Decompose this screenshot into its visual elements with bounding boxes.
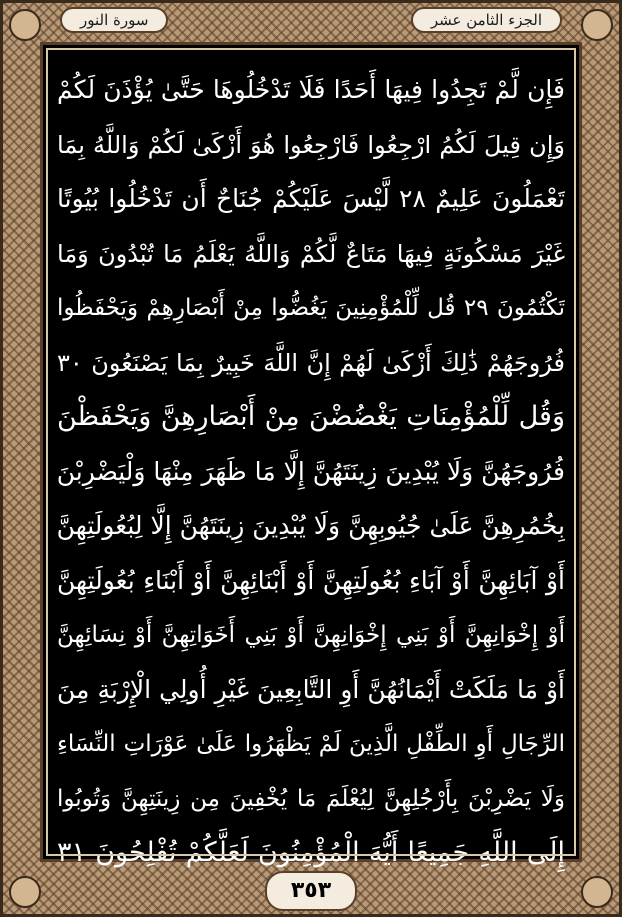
verse-line: تَعْمَلُونَ عَلِيمٌ ٢٨ لَّيْسَ عَلَيْكُمْ جُنَاحٌ أَن تَدْخُلُوا بُيُوتًا — [57, 184, 565, 213]
verse-line: أَوْ مَا مَلَكَتْ أَيْمَانُهُنَّ أَوِ التَّابِعِينَ غَيْرِ أُولِي الْإِرْبَةِ مِنَ — [57, 674, 565, 704]
verse-line: إِلَى اللَّهِ جَمِيعًا أَيُّهَ الْمُؤْمِنُونَ لَعَلَّكُمْ تُفْلِحُونَ ٣١ — [57, 837, 565, 868]
verse-line: تَكْتُمُونَ ٢٩ قُل لِّلْمُؤْمِنِينَ يَغُضُّوا مِنْ أَبْصَارِهِمْ وَيَحْفَظُوا — [57, 295, 565, 321]
corner-ornament-icon — [9, 9, 41, 41]
surah-name-label: سورة النور — [60, 7, 168, 33]
quran-text-panel — [40, 42, 582, 868]
verse-line: وَلَا يَضْرِبْنَ بِأَرْجُلِهِنَّ لِيُعْلَمَ مَا يُخْفِينَ مِن زِينَتِهِنَّ وَتُوبُوا — [57, 785, 565, 812]
juz-label: الجزء الثامن عشر — [411, 7, 562, 33]
verse-line: أَوْ إِخْوَانِهِنَّ أَوْ بَنِي إِخْوَانِهِنَّ أَوْ بَنِي أَخَوَاتِهِنَّ أَوْ نِسَائِهِنَّ — [57, 622, 565, 648]
corner-ornament-icon — [581, 9, 613, 41]
verse-line: فُرُوجَهُمْ ذَٰلِكَ أَزْكَىٰ لَهُمْ إِنَّ اللَّهَ خَبِيرٌ بِمَا يَصْنَعُونَ ٣٠ — [57, 348, 565, 377]
verse-line: وَقُل لِّلْمُؤْمِنَاتِ يَغْضُضْنَ مِنْ أَبْصَارِهِنَّ وَيَحْفَظْنَ — [57, 401, 565, 432]
corner-ornament-icon — [581, 876, 613, 908]
corner-ornament-icon — [9, 876, 41, 908]
verse-line: أَوْ آبَائِهِنَّ أَوْ آبَاءِ بُعُولَتِهِنَّ أَوْ أَبْنَائِهِنَّ أَوْ أَبْنَاءِ بُعُولَتِهِنَّ — [57, 565, 565, 595]
verse-line: فَإِن لَّمْ تَجِدُوا فِيهَا أَحَدًا فَلَا تَدْخُلُوهَا حَتَّىٰ يُؤْذَنَ لَكُمْ — [57, 75, 565, 104]
page-number: ٣٥٣ — [265, 871, 357, 911]
verse-line: وَإِن قِيلَ لَكُمُ ارْجِعُوا فَارْجِعُوا هُوَ أَزْكَىٰ لَكُمْ وَاللَّهُ بِمَا — [57, 130, 565, 159]
verse-line: غَيْرَ مَسْكُونَةٍ فِيهَا مَتَاعٌ لَّكُمْ وَاللَّهُ يَعْلَمُ مَا تُبْدُونَ وَمَا — [57, 239, 565, 268]
verse-line: فُرُوجَهُنَّ وَلَا يُبْدِينَ زِينَتَهُنَّ إِلَّا مَا ظَهَرَ مِنْهَا وَلْيَضْرِبْنَ — [57, 456, 565, 486]
page-header — [60, 4, 562, 36]
verse-line: بِخُمُرِهِنَّ عَلَىٰ جُيُوبِهِنَّ وَلَا يُبْدِينَ زِينَتَهُنَّ إِلَّا لِبُعُولَتِهِنَّ — [57, 511, 565, 540]
verse-line: الرِّجَالِ أَوِ الطِّفْلِ الَّذِينَ لَمْ يَظْهَرُوا عَلَىٰ عَوْرَاتِ النِّسَاءِ — [57, 731, 565, 757]
